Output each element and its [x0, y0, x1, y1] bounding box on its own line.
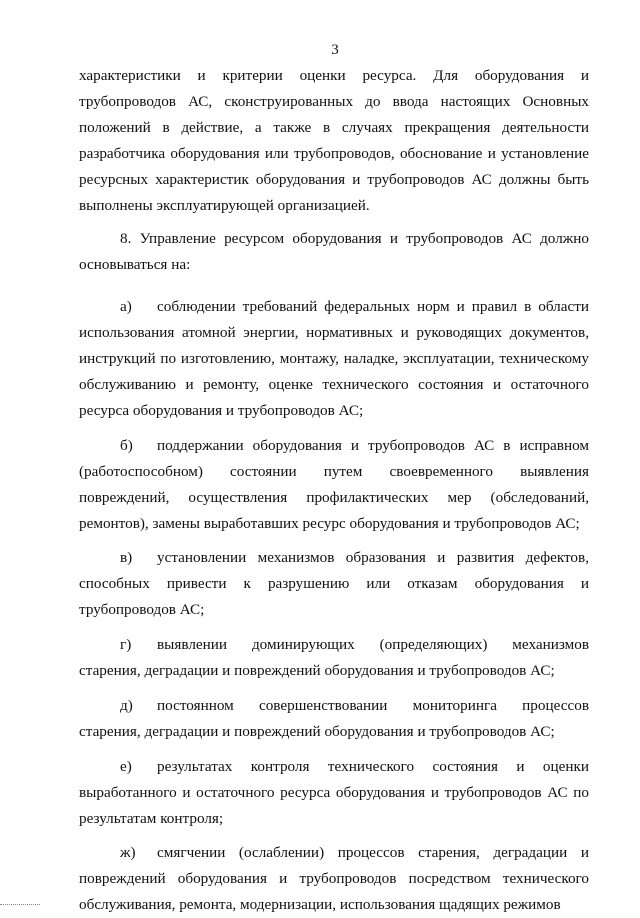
- clause-8-list: [79, 294, 589, 918]
- list-item-marker: е): [120, 757, 132, 775]
- list-item: [79, 632, 589, 684]
- intro-paragraph: характеристики и критерии оценки ресурса. Для оборудования и трубопроводов АС, сконструированных до ввода настоящих Основных положений в действие, а также в случаях прекращения деятельности разработчика оборудования или трубопроводов, обоснование и установление ресурсных характеристик оборудования и трубопроводов АС должны быть выполнены эксплуатирующей организацией.: [79, 67, 589, 214]
- list-item-marker: г): [120, 636, 132, 654]
- list-item: [79, 294, 589, 424]
- list-item-marker: ж): [120, 844, 136, 862]
- list-item: [79, 693, 589, 745]
- list-item-text: постоянном совершенствовании мониторинга процессов старения, деградации и повреждений оборудования и трубопроводов АС;: [79, 696, 589, 740]
- list-item: [79, 545, 589, 623]
- document-body: [79, 63, 589, 918]
- list-item-text: выявлении доминирующих (определяющих) механизмов старения, деградации и повреждений оборудования и трубопроводов АС;: [79, 636, 589, 680]
- list-item: [79, 433, 589, 537]
- list-item: [79, 840, 589, 918]
- list-item-text: соблюдении требований федеральных норм и правил в области использования атомной энергии, нормативных и руководящих документов, инструкций по изготовлению, монтажу, наладке, эксплуатации, техническому обслуживанию и ремонту, оценке технического состояния и остаточного ресурса оборудования и трубопроводов АС;: [79, 298, 589, 419]
- list-item: [79, 754, 589, 832]
- page-number: 3: [331, 42, 339, 58]
- list-item-text: установлении механизмов образования и развития дефектов, способных привести к разрушению или отказам оборудования и трубопроводов АС;: [79, 549, 589, 619]
- list-item-marker: в): [120, 549, 133, 567]
- list-item-text: результатах контроля технического состояния и оценки выработанного и остаточного ресурса оборудования и трубопроводов АС по результатам контроля;: [79, 757, 589, 827]
- list-item-marker: д): [120, 696, 133, 714]
- list-item-marker: б): [120, 436, 133, 454]
- list-item-marker: а): [120, 298, 132, 316]
- clause-8-heading: 8. Управление ресурсом оборудования и трубопроводов АС должно основываться на:: [79, 230, 589, 274]
- list-item-text: поддержании оборудования и трубопроводов АС в исправном (работоспособном) состоянии путем своевременного выявления повреждений, осуществления профилактических мер (обследований, ремонтов), замены выработавших ресурс оборудования и трубопроводов АС;: [79, 436, 589, 532]
- list-item-text: смягчении (ослаблении) процессов старения, деградации и повреждений оборудования и трубопроводов посредством технического обслуживания, ремонта, модернизации, использования щадящих режимов: [79, 844, 589, 914]
